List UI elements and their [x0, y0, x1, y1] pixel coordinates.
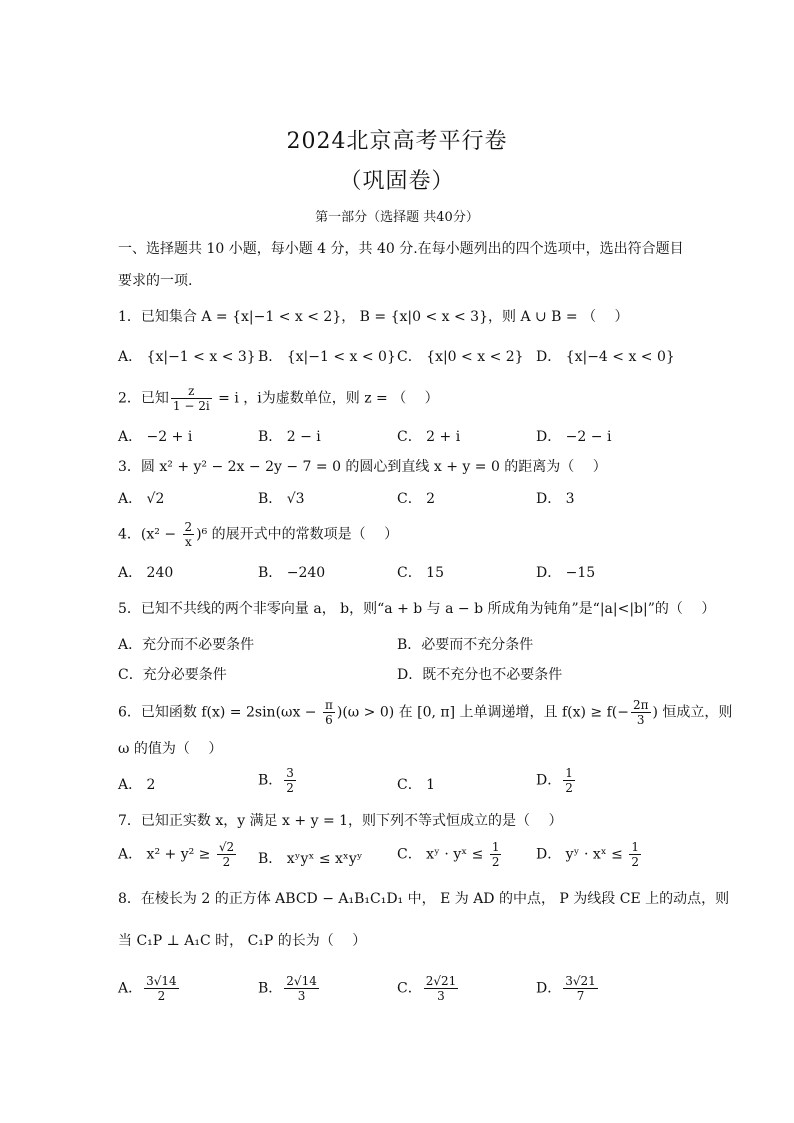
- fraction-denominator: 2: [565, 781, 573, 795]
- question-6-stem-line-2: ω 的值为（ ）: [118, 741, 223, 757]
- question-3-stem: 3．圆 x² + y² − 2x − 2y − 7 = 0 的圆心到直线 x + y = 0 的距离为（ ）: [118, 459, 607, 475]
- fraction-denominator: 2: [286, 781, 294, 795]
- option-expression: C． xʸ · yˣ ≤: [397, 846, 488, 863]
- option-label: C．: [397, 980, 422, 997]
- fraction-numerator: 3: [286, 766, 294, 780]
- question-2-option-b: B． 2 − i: [258, 429, 321, 445]
- question-6-stem: [118, 698, 732, 727]
- question-7-stem: 7．已知正实数 x，y 满足 x + y = 1，则下列不等式恒成立的是（ ）: [118, 813, 563, 829]
- fraction-numerator: 1: [565, 766, 573, 780]
- fraction-numerator: √2: [218, 840, 235, 854]
- fraction-numerator: 2√14: [286, 974, 317, 988]
- option-label: D．: [536, 980, 562, 997]
- fraction-denominator: 2: [222, 855, 231, 869]
- question-3-option-a: A． √2: [118, 491, 165, 507]
- question-6-fraction-2: [631, 698, 651, 727]
- fraction-denominator: 2: [157, 989, 166, 1003]
- instructions-line-2: 要求的一项.: [118, 273, 193, 289]
- question-8-option-b: [258, 974, 321, 1003]
- question-6-stem-pre: 6．已知函数 f(x) = 2sin(ωx −: [118, 704, 321, 721]
- fraction-numerator: 2: [184, 520, 193, 534]
- option-label: B．: [258, 980, 283, 997]
- option-label: D．: [536, 772, 562, 789]
- fraction-denominator: 2: [491, 855, 500, 869]
- option-fraction: [629, 840, 641, 869]
- question-4-option-c: C． 15: [397, 565, 444, 581]
- option-expression: A． x² + y² ≥: [118, 846, 215, 863]
- question-8-stem-line-2: 当 C₁P ⊥ A₁C 时， C₁P 的长为（ ）: [118, 933, 367, 949]
- option-fraction: [424, 974, 459, 1003]
- option-fraction: [563, 766, 575, 795]
- fraction-numerator: 2√21: [425, 974, 457, 988]
- page-title: 2024北京高考平行卷: [286, 129, 508, 154]
- question-6-option-d: [536, 766, 577, 795]
- option-fraction: [284, 974, 319, 1003]
- question-5-option-d: D．既不充分也不必要条件: [397, 667, 563, 683]
- question-6-option-b: [258, 766, 298, 795]
- question-4-stem-pre: 4．(x² −: [118, 526, 181, 543]
- option-fraction: [490, 840, 502, 869]
- question-5-stem: 5．已知不共线的两个非零向量 a， b，则“a + b 与 a − b 所成角为钝角”是“|a|<|b|”的（ ）: [118, 601, 716, 617]
- question-1-option-b: B． {x|−1 < x < 0}: [258, 349, 396, 365]
- fraction-denominator: 3: [636, 713, 645, 727]
- question-2-option-a: A． −2 + i: [118, 429, 193, 445]
- option-fraction: [217, 840, 236, 869]
- question-8-option-c: [397, 974, 460, 1003]
- question-3-option-b: B． √3: [258, 491, 305, 507]
- question-1-option-a: A． {x|−1 < x < 3}: [118, 349, 256, 365]
- option-fraction: [144, 974, 179, 1003]
- fraction-denominator: 3: [297, 989, 306, 1003]
- instructions-line-1: 一、选择题共 10 小题，每小题 4 分，共 40 分.在每小题列出的四个选项中，选出符合题目: [118, 241, 684, 257]
- option-expression: D． yʸ · xˣ ≤: [536, 846, 628, 863]
- fraction-numerator: 3√14: [146, 974, 177, 988]
- fraction-denominator: 3: [437, 989, 445, 1003]
- question-4-stem: [118, 520, 398, 549]
- fraction-denominator: 2: [631, 855, 639, 869]
- question-2-option-d: D． −2 − i: [536, 429, 612, 445]
- fraction-denominator: 1 − 2i: [172, 399, 210, 413]
- question-5-option-c: C．充分必要条件: [118, 667, 227, 683]
- question-8-stem-line-1: 8．在棱长为 2 的正方体 ABCD − A₁B₁C₁D₁ 中， E 为 AD 的中点， P 为线段 CE 上的动点，则: [118, 891, 730, 907]
- question-2-stem: [118, 384, 439, 413]
- fraction-numerator: 3√21: [565, 974, 596, 988]
- question-2-stem-post: = i ，i为虚数单位，则 z = （ ）: [213, 390, 439, 407]
- question-6-stem-mid: )(ω > 0) 在 [0, π] 上单调递增，且 f(x) ≥ f(−: [336, 704, 629, 721]
- fraction-denominator: 7: [576, 989, 585, 1003]
- option-label: A．: [118, 980, 143, 997]
- question-8-option-d: [536, 974, 600, 1003]
- fraction-numerator: z: [171, 384, 212, 399]
- fraction-numerator: 2π: [632, 698, 649, 712]
- fraction-numerator: π: [324, 698, 333, 712]
- question-5-option-b: B．必要而不充分条件: [397, 637, 534, 653]
- question-7-option-a: [118, 840, 238, 869]
- question-7-option-d: [536, 840, 643, 869]
- question-4-stem-post: )⁶ 的展开式中的常数项是（ ）: [196, 526, 399, 543]
- question-4-option-a: A． 240: [118, 565, 174, 581]
- question-3-option-d: D． 3: [536, 491, 575, 507]
- page-subtitle: （巩固卷）: [339, 169, 455, 194]
- fraction-numerator: 1: [491, 840, 500, 854]
- question-6-stem-post: ) 恒成立，则: [652, 704, 733, 721]
- question-8-option-a: [118, 974, 181, 1003]
- question-1-option-d: D． {x|−4 < x < 0}: [536, 349, 675, 365]
- question-1-option-c: C． {x|0 < x < 2}: [397, 349, 524, 365]
- question-4-fraction: [183, 520, 195, 549]
- fraction-numerator: 1: [631, 840, 639, 854]
- question-1-stem: 1．已知集合 A = {x|−1 < x < 2}， B = {x|0 < x < 3}，则 A ∪ B = （ ）: [118, 309, 629, 325]
- question-5-option-a: A．充分而不必要条件: [118, 637, 255, 653]
- fraction-denominator: 6: [325, 713, 333, 727]
- question-4-option-b: B． −240: [258, 565, 326, 581]
- question-2-option-c: C． 2 + i: [397, 429, 461, 445]
- section-heading: 第一部分（选择题 共40分）: [315, 210, 479, 225]
- question-7-option-c: [397, 840, 503, 869]
- option-fraction: [563, 974, 598, 1003]
- option-label: B．: [258, 772, 283, 789]
- question-4-option-d: D． −15: [536, 565, 596, 581]
- question-7-option-b: B． xʸyˣ ≤ xˣyʸ: [258, 851, 363, 867]
- question-3-option-c: C． 2: [397, 491, 436, 507]
- question-6-fraction-1: [323, 698, 335, 727]
- question-2-stem-pre: 2．已知: [118, 390, 169, 407]
- question-6-option-a: A． 2: [118, 777, 156, 793]
- fraction-denominator: x: [184, 535, 192, 549]
- question-2-fraction: [171, 384, 212, 413]
- option-fraction: [284, 766, 296, 795]
- question-6-option-c: C． 1: [397, 777, 436, 793]
